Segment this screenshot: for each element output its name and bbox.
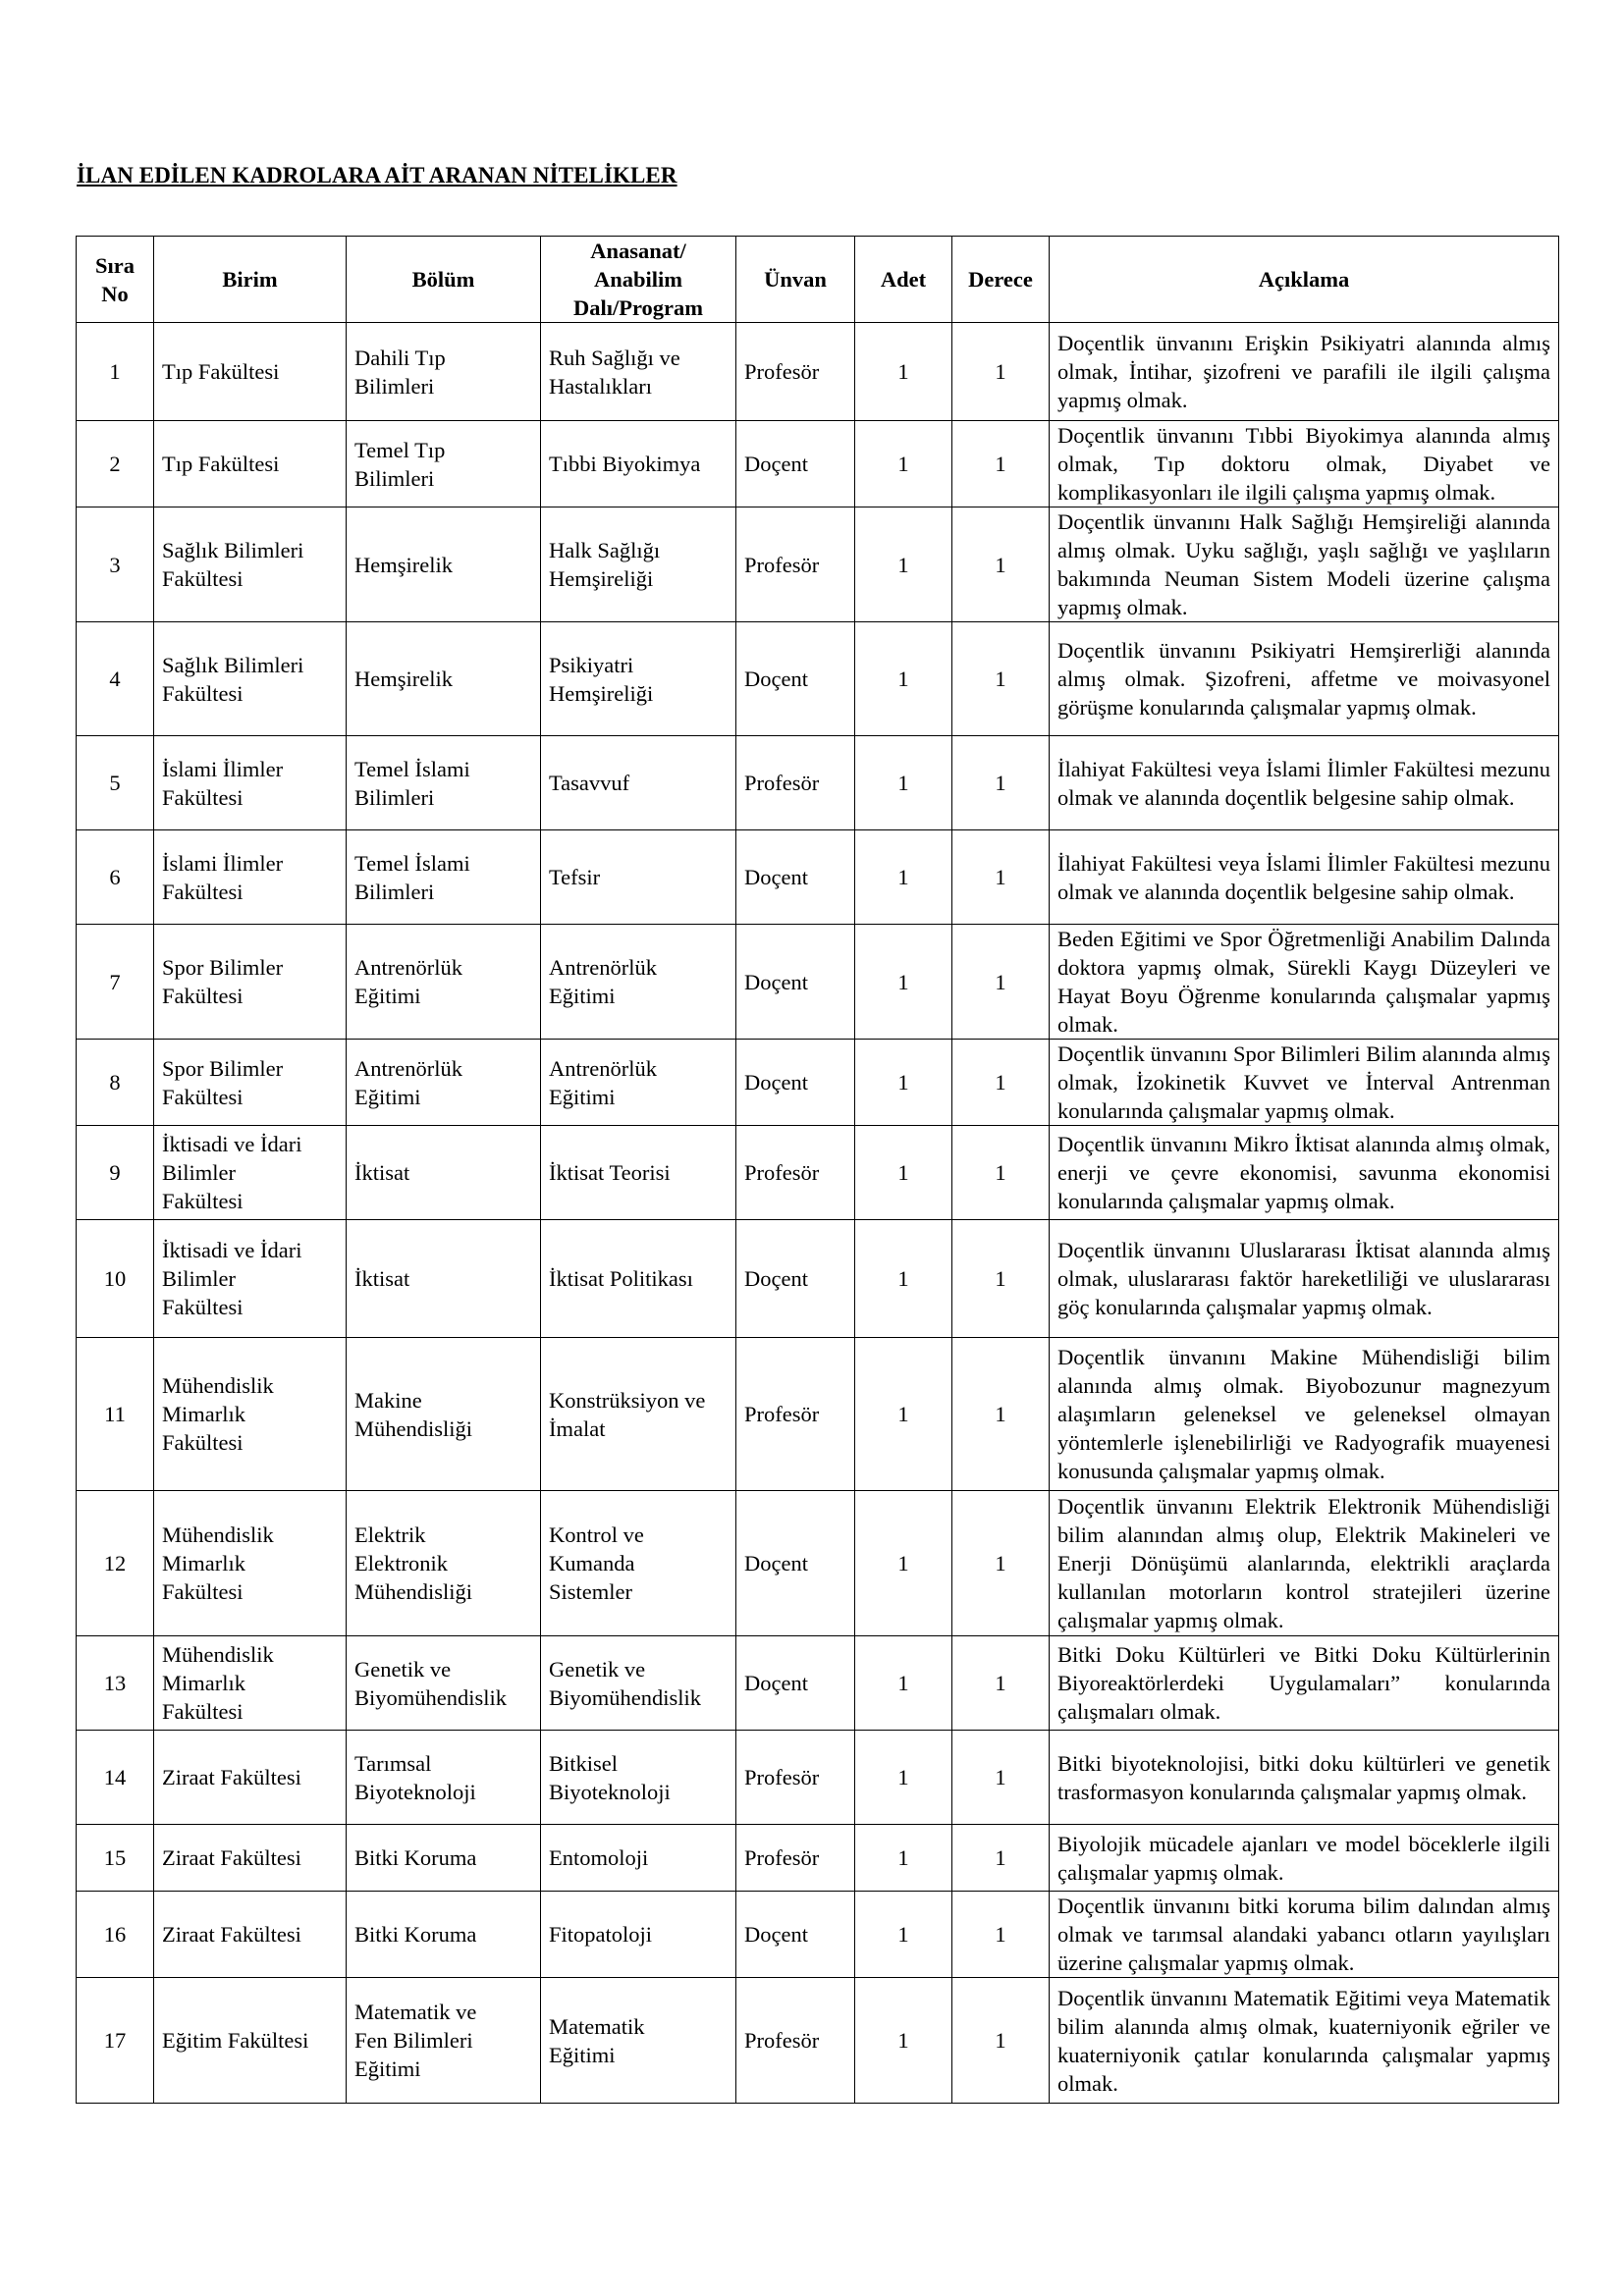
cell-anabilim: Antrenörlük Eğitimi: [541, 1040, 736, 1126]
cell-aciklama: Doçentlik ünvanını Makine Mühendisliği bilim alanında almış olmak. Biyobozunur magnezyum alaşımların geleneksel ve geleneksel olmayan yöntemlerle işlenebilirliği ve Radyografik muayenesi konusunda çalışmalar yapmış olmak.: [1050, 1338, 1559, 1491]
cell-bolum: Temel İslami Bilimleri: [347, 736, 541, 830]
cell-bolum: Antrenörlük Eğitimi: [347, 1040, 541, 1126]
cell-birim: İktisadi ve İdari Bilimler Fakültesi: [154, 1220, 347, 1338]
cell-bolum: Matematik ve Fen Bilimleri Eğitimi: [347, 1978, 541, 2104]
cell-birim: Mühendislik Mimarlık Fakültesi: [154, 1636, 347, 1731]
table-row: [77, 1636, 1559, 1731]
cell-bolum: Elektrik Elektronik Mühendisliği: [347, 1491, 541, 1636]
cell-adet: 1: [855, 736, 952, 830]
cell-adet: 1: [855, 1338, 952, 1491]
cell-derece: 1: [952, 323, 1050, 421]
cell-anabilim: İktisat Teorisi: [541, 1126, 736, 1220]
cell-unvan: Doçent: [736, 622, 855, 736]
header-unvan: Ünvan: [736, 237, 855, 323]
table-row: [77, 323, 1559, 421]
cell-aciklama: Doçentlik ünvanını Matematik Eğitimi veya Matematik bilim alanında almış olmak, kuaterniyonik eğriler ve kuaterniyonik çatılar konularında çalışmalar yapmış olmak.: [1050, 1978, 1559, 2104]
cell-unvan: Profesör: [736, 507, 855, 622]
cell-sira-no: 3: [77, 507, 154, 622]
cell-bolum: Temel Tıp Bilimleri: [347, 421, 541, 507]
cell-birim: Spor Bilimler Fakültesi: [154, 925, 347, 1040]
cell-adet: 1: [855, 1892, 952, 1978]
cell-bolum: İktisat: [347, 1126, 541, 1220]
cell-unvan: Profesör: [736, 1825, 855, 1892]
cell-derece: 1: [952, 830, 1050, 925]
cell-sira-no: 12: [77, 1491, 154, 1636]
cell-bolum: Hemşirelik: [347, 507, 541, 622]
cell-unvan: Doçent: [736, 830, 855, 925]
cell-sira-no: 9: [77, 1126, 154, 1220]
table-row: [77, 1731, 1559, 1825]
cell-aciklama: Doçentlik ünvanını Halk Sağlığı Hemşireliği alanında almış olmak. Uyku sağlığı, yaşlı sağlığı ve yaşlıların bakımında Neuman Sistem Modeli üzerine çalışma yapmış olmak.: [1050, 507, 1559, 622]
cell-anabilim: Fitopatoloji: [541, 1892, 736, 1978]
cell-adet: 1: [855, 1220, 952, 1338]
cell-birim: Tıp Fakültesi: [154, 421, 347, 507]
table-row: [77, 421, 1559, 507]
cell-derece: 1: [952, 1338, 1050, 1491]
header-anabilim: Anasanat/ Anabilim Dalı/Program: [541, 237, 736, 323]
cell-sira-no: 13: [77, 1636, 154, 1731]
cell-anabilim: Tasavvuf: [541, 736, 736, 830]
cell-unvan: Profesör: [736, 1338, 855, 1491]
cell-anabilim: Bitkisel Biyoteknoloji: [541, 1731, 736, 1825]
cell-derece: 1: [952, 421, 1050, 507]
cell-adet: 1: [855, 1731, 952, 1825]
cell-sira-no: 7: [77, 925, 154, 1040]
cell-birim: Eğitim Fakültesi: [154, 1978, 347, 2104]
positions-table: [76, 236, 1559, 2104]
table-row: [77, 1040, 1559, 1126]
cell-anabilim: Entomoloji: [541, 1825, 736, 1892]
cell-anabilim: Psikiyatri Hemşireliği: [541, 622, 736, 736]
cell-derece: 1: [952, 736, 1050, 830]
cell-anabilim: Kontrol ve Kumanda Sistemler: [541, 1491, 736, 1636]
cell-sira-no: 2: [77, 421, 154, 507]
cell-sira-no: 10: [77, 1220, 154, 1338]
cell-sira-no: 14: [77, 1731, 154, 1825]
cell-unvan: Profesör: [736, 1731, 855, 1825]
cell-anabilim: Antrenörlük Eğitimi: [541, 925, 736, 1040]
cell-derece: 1: [952, 1978, 1050, 2104]
cell-derece: 1: [952, 925, 1050, 1040]
cell-birim: Sağlık Bilimleri Fakültesi: [154, 622, 347, 736]
table-row: [77, 925, 1559, 1040]
cell-sira-no: 1: [77, 323, 154, 421]
table-row: [77, 1338, 1559, 1491]
cell-adet: 1: [855, 1126, 952, 1220]
cell-anabilim: Genetik ve Biyomühendislik: [541, 1636, 736, 1731]
header-derece: Derece: [952, 237, 1050, 323]
cell-anabilim: Tefsir: [541, 830, 736, 925]
cell-aciklama: Doçentlik ünvanını Mikro İktisat alanında almış olmak, enerji ve çevre ekonomisi, savunma ekonomisi konularında çalışmalar yapmış olmak.: [1050, 1126, 1559, 1220]
table-row: [77, 507, 1559, 622]
header-sira-no: Sıra No: [77, 237, 154, 323]
table-row: [77, 622, 1559, 736]
table-row: [77, 1491, 1559, 1636]
cell-aciklama: Doçentlik ünvanını Tıbbi Biyokimya alanında almış olmak, Tıp doktoru olmak, Diyabet ve komplikasyonları ile ilgili çalışma yapmış olmak.: [1050, 421, 1559, 507]
cell-sira-no: 4: [77, 622, 154, 736]
cell-aciklama: Doçentlik ünvanını Erişkin Psikiyatri alanında almış olmak, İntihar, şizofreni ve parafili ile ilgili çalışma yapmış olmak.: [1050, 323, 1559, 421]
cell-unvan: Profesör: [736, 1126, 855, 1220]
cell-birim: İslami İlimler Fakültesi: [154, 830, 347, 925]
cell-birim: Mühendislik Mimarlık Fakültesi: [154, 1338, 347, 1491]
cell-birim: Sağlık Bilimleri Fakültesi: [154, 507, 347, 622]
table-row: [77, 1825, 1559, 1892]
cell-adet: 1: [855, 925, 952, 1040]
cell-unvan: Doçent: [736, 1220, 855, 1338]
cell-aciklama: Doçentlik ünvanını Spor Bilimleri Bilim alanında almış olmak, İzokinetik Kuvvet ve İnterval Antrenman konularında çalışmalar yapmış olmak.: [1050, 1040, 1559, 1126]
cell-sira-no: 15: [77, 1825, 154, 1892]
cell-bolum: Makine Mühendisliği: [347, 1338, 541, 1491]
table-row: [77, 1220, 1559, 1338]
cell-derece: 1: [952, 1892, 1050, 1978]
cell-sira-no: 8: [77, 1040, 154, 1126]
cell-aciklama: Doçentlik ünvanını Psikiyatri Hemşirerliği alanında almış olmak. Şizofreni, affetme ve moivasyonel görüşme konularında çalışmalar yapmış olmak.: [1050, 622, 1559, 736]
cell-derece: 1: [952, 507, 1050, 622]
cell-derece: 1: [952, 1825, 1050, 1892]
cell-bolum: Antrenörlük Eğitimi: [347, 925, 541, 1040]
cell-bolum: İktisat: [347, 1220, 541, 1338]
cell-derece: 1: [952, 1636, 1050, 1731]
cell-anabilim: Halk Sağlığı Hemşireliği: [541, 507, 736, 622]
cell-bolum: Bitki Koruma: [347, 1825, 541, 1892]
cell-bolum: Hemşirelik: [347, 622, 541, 736]
cell-bolum: Bitki Koruma: [347, 1892, 541, 1978]
cell-aciklama: Doçentlik ünvanını Uluslararası İktisat alanında almış olmak, uluslararası faktör hareketliliği ve uluslararası göç konularında çalışmalar yapmış olmak.: [1050, 1220, 1559, 1338]
cell-unvan: Profesör: [736, 323, 855, 421]
table-header-row: [77, 237, 1559, 323]
header-birim: Birim: [154, 237, 347, 323]
cell-adet: 1: [855, 507, 952, 622]
cell-unvan: Doçent: [736, 1892, 855, 1978]
header-bolum: Bölüm: [347, 237, 541, 323]
cell-unvan: Doçent: [736, 1040, 855, 1126]
cell-bolum: Dahili Tıp Bilimleri: [347, 323, 541, 421]
cell-birim: Mühendislik Mimarlık Fakültesi: [154, 1491, 347, 1636]
cell-adet: 1: [855, 1978, 952, 2104]
cell-birim: Ziraat Fakültesi: [154, 1825, 347, 1892]
cell-sira-no: 6: [77, 830, 154, 925]
cell-birim: İslami İlimler Fakültesi: [154, 736, 347, 830]
cell-birim: Tıp Fakültesi: [154, 323, 347, 421]
cell-unvan: Doçent: [736, 925, 855, 1040]
cell-adet: 1: [855, 622, 952, 736]
cell-adet: 1: [855, 1825, 952, 1892]
cell-unvan: Profesör: [736, 736, 855, 830]
cell-anabilim: Ruh Sağlığı ve Hastalıkları: [541, 323, 736, 421]
table-row: [77, 1978, 1559, 2104]
cell-adet: 1: [855, 1491, 952, 1636]
cell-aciklama: Doçentlik ünvanını Elektrik Elektronik Mühendisliği bilim alanından almış olup, Elektrik Makineleri ve Enerji Dönüşümü alanlarında, elektrikli araçlarda kullanılan motorların kontrol stratejileri üzerine çalışmalar yapmış olmak.: [1050, 1491, 1559, 1636]
cell-aciklama: Bitki Doku Kültürleri ve Bitki Doku Kültürlerinin Biyoreaktörlerdeki Uygulamaları” konularında çalışmaları olmak.: [1050, 1636, 1559, 1731]
header-aciklama: Açıklama: [1050, 237, 1559, 323]
cell-derece: 1: [952, 1731, 1050, 1825]
cell-adet: 1: [855, 1636, 952, 1731]
cell-derece: 1: [952, 1040, 1050, 1126]
table-row: [77, 736, 1559, 830]
cell-sira-no: 5: [77, 736, 154, 830]
cell-birim: Ziraat Fakültesi: [154, 1892, 347, 1978]
cell-anabilim: Tıbbi Biyokimya: [541, 421, 736, 507]
cell-unvan: Doçent: [736, 1636, 855, 1731]
cell-derece: 1: [952, 1126, 1050, 1220]
cell-adet: 1: [855, 421, 952, 507]
cell-derece: 1: [952, 1491, 1050, 1636]
cell-birim: Spor Bilimler Fakültesi: [154, 1040, 347, 1126]
table-row: [77, 1126, 1559, 1220]
cell-bolum: Genetik ve Biyomühendislik: [347, 1636, 541, 1731]
cell-aciklama: Beden Eğitimi ve Spor Öğretmenliği Anabilim Dalında doktora yapmış olmak, Sürekli Kaygı Düzeyleri ve Hayat Boyu Öğrenme konularında çalışmalar yapmış olmak.: [1050, 925, 1559, 1040]
cell-unvan: Doçent: [736, 421, 855, 507]
cell-anabilim: Matematik Eğitimi: [541, 1978, 736, 2104]
cell-aciklama: Biyolojik mücadele ajanları ve model böceklerle ilgili çalışmalar yapmış olmak.: [1050, 1825, 1559, 1892]
cell-adet: 1: [855, 830, 952, 925]
cell-anabilim: İktisat Politikası: [541, 1220, 736, 1338]
cell-anabilim: Konstrüksiyon ve İmalat: [541, 1338, 736, 1491]
cell-aciklama: Bitki biyoteknolojisi, bitki doku kültürleri ve genetik trasformasyon konularında çalışmalar yapmış olmak.: [1050, 1731, 1559, 1825]
cell-aciklama: Doçentlik ünvanını bitki koruma bilim dalından almış olmak ve tarımsal alandaki yabancı otların yayılışları üzerine çalışmalar yapmış olmak.: [1050, 1892, 1559, 1978]
cell-birim: İktisadi ve İdari Bilimler Fakültesi: [154, 1126, 347, 1220]
page-title: İLAN EDİLEN KADROLARA AİT ARANAN NİTELİKLER: [77, 163, 677, 187]
cell-adet: 1: [855, 323, 952, 421]
table-row: [77, 830, 1559, 925]
cell-derece: 1: [952, 1220, 1050, 1338]
cell-sira-no: 17: [77, 1978, 154, 2104]
cell-adet: 1: [855, 1040, 952, 1126]
cell-unvan: Profesör: [736, 1978, 855, 2104]
cell-bolum: Temel İslami Bilimleri: [347, 830, 541, 925]
cell-aciklama: İlahiyat Fakültesi veya İslami İlimler Fakültesi mezunu olmak ve alanında doçentlik belgesine sahip olmak.: [1050, 830, 1559, 925]
cell-aciklama: İlahiyat Fakültesi veya İslami İlimler Fakültesi mezunu olmak ve alanında doçentlik belgesine sahip olmak.: [1050, 736, 1559, 830]
cell-bolum: Tarımsal Biyoteknoloji: [347, 1731, 541, 1825]
cell-derece: 1: [952, 622, 1050, 736]
table-row: [77, 1892, 1559, 1978]
cell-sira-no: 11: [77, 1338, 154, 1491]
cell-unvan: Doçent: [736, 1491, 855, 1636]
cell-birim: Ziraat Fakültesi: [154, 1731, 347, 1825]
cell-sira-no: 16: [77, 1892, 154, 1978]
header-adet: Adet: [855, 237, 952, 323]
